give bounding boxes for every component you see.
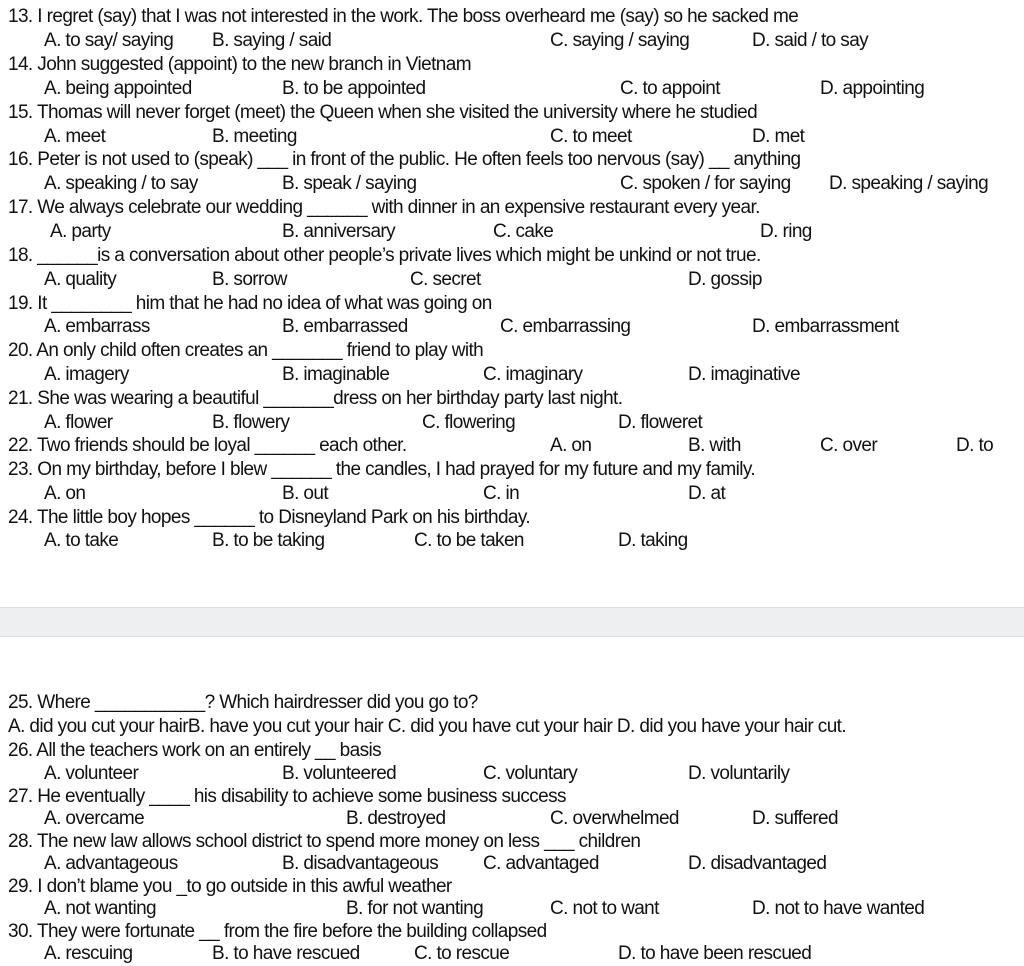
q17-option-b: B. anniversary (282, 221, 396, 242)
question-24: 24. The little boy hopes ______ to Disneyland Park on his birthday. (8, 507, 531, 528)
q29-option-d: D. not to have wanted (752, 898, 925, 919)
question-15: 15. Thomas will never forget (meet) the Queen when she visited the university where he studied (8, 102, 758, 123)
q13-option-b: B. saying / said (212, 30, 332, 51)
q28-option-a: A. advantageous (44, 853, 178, 874)
q24-option-c: C. to be taken (414, 530, 524, 551)
q20-option-d: D. imaginative (688, 364, 800, 385)
q16-option-a: A. speaking / to say (44, 173, 198, 194)
q23-option-a: A. on (44, 483, 86, 504)
q27-option-d: D. suffered (752, 808, 838, 829)
q18-option-c: C. secret (410, 269, 481, 290)
question-21: 21. She was wearing a beautiful _______dress on her birthday party last night. (8, 388, 623, 409)
question-18: 18. ______is a conversation about other people’s private lives which might be unkind or not true. (8, 245, 761, 266)
question-13: 13. I regret (say) that I was not interested in the work. The boss overheard me (say) so he sacked me (8, 6, 799, 27)
question-23: 23. On my birthday, before I blew ______ the candles, I had prayed for my future and my family. (8, 459, 756, 480)
q27-option-b: B. destroyed (346, 808, 446, 829)
q16-option-b: B. speak / saying (282, 173, 417, 194)
q15-option-a: A. meet (44, 126, 106, 147)
question-19: 19. It ________ him that he had no idea of what was going on (8, 293, 492, 314)
q22-option-d: D. to (956, 435, 994, 456)
q16-option-c: C. spoken / for saying (620, 173, 791, 194)
q18-option-b: B. sorrow (212, 269, 287, 290)
q30-option-c: C. to rescue (414, 943, 510, 964)
q29-option-b: B. for not wanting (346, 898, 484, 919)
q23-option-d: D. at (688, 483, 726, 504)
q29-option-c: C. not to want (550, 898, 659, 919)
q27-option-a: A. overcame (44, 808, 145, 829)
q23-option-b: B. out (282, 483, 329, 504)
q21-option-b: B. flowery (212, 412, 290, 433)
question-26: 26. All the teachers work on an entirely __ basis (8, 740, 381, 761)
q16-option-d: D. speaking / saying (829, 173, 989, 194)
q14-option-a: A. being appointed (44, 78, 192, 99)
q20-option-a: A. imagery (44, 364, 129, 385)
question-17: 17. We always celebrate our wedding ______ with dinner in an expensive restaurant every year. (8, 197, 760, 218)
q26-option-b: B. volunteered (282, 763, 397, 784)
q22-option-a: A. on (550, 435, 592, 456)
q24-option-d: D. taking (618, 530, 688, 551)
question-28: 28. The new law allows school district to spend more money on less ___ children (8, 831, 641, 852)
q13-option-d: D. said / to say (752, 30, 869, 51)
q18-option-a: A. quality (44, 269, 117, 290)
q14-option-d: D. appointing (820, 78, 925, 99)
q20-option-b: B. imaginable (282, 364, 390, 385)
q13-option-a: A. to say/ saying (44, 30, 174, 51)
question-30: 30. They were fortunate __ from the fire before the building collapsed (8, 921, 547, 942)
q24-option-b: B. to be taking (212, 530, 325, 551)
question-20: 20. An only child often creates an _______ friend to play with (8, 340, 484, 361)
q30-option-d: D. to have been rescued (618, 943, 812, 964)
q26-option-c: C. voluntary (483, 763, 578, 784)
q19-option-a: A. embarrass (44, 316, 150, 337)
q28-option-b: B. disadvantageous (282, 853, 439, 874)
q28-option-d: D. disadvantaged (688, 853, 827, 874)
q19-option-b: B. embarrassed (282, 316, 408, 337)
q18-option-d: D. gossip (688, 269, 762, 290)
q21-option-a: A. flower (44, 412, 113, 433)
q23-option-c: C. in (483, 483, 520, 504)
question-25: 25. Where ___________? Which hairdresser did you go to? (8, 692, 478, 713)
question-29: 29. I don’t blame you _to go outside in this awful weather (8, 876, 452, 897)
q28-option-c: C. advantaged (483, 853, 599, 874)
q14-option-c: C. to appoint (620, 78, 720, 99)
q17-option-c: C. cake (493, 221, 554, 242)
q24-option-a: A. to take (44, 530, 119, 551)
q15-option-b: B. meeting (212, 126, 297, 147)
question-22: 22. Two friends should be loyal ______ each other. (8, 435, 407, 456)
q17-option-a: A. party (50, 221, 111, 242)
q15-option-c: C. to meet (550, 126, 632, 147)
q21-option-d: D. floweret (618, 412, 703, 433)
q17-option-d: D. ring (760, 221, 812, 242)
q19-option-d: D. embarrassment (752, 316, 899, 337)
q13-option-c: C. saying / saying (550, 30, 690, 51)
q21-option-c: C. flowering (422, 412, 516, 433)
q22-option-c: C. over (820, 435, 878, 456)
page-separator (0, 607, 1024, 637)
question-14: 14. John suggested (appoint) to the new branch in Vietnam (8, 54, 471, 75)
q25-options: A. did you cut your hairB. have you cut your hair C. did you have cut your hair D. did you have your hair cut. (8, 716, 847, 737)
q26-option-d: D. voluntarily (688, 763, 790, 784)
q19-option-c: C. embarrassing (500, 316, 631, 337)
q22-option-b: B. with (688, 435, 741, 456)
q30-option-b: B. to have rescued (212, 943, 360, 964)
question-16: 16. Peter is not used to (speak) ___ in front of the public. He often feels too nervous (say) __ anything (8, 149, 801, 170)
q29-option-a: A. not wanting (44, 898, 157, 919)
q20-option-c: C. imaginary (483, 364, 583, 385)
q30-option-a: A. rescuing (44, 943, 133, 964)
q15-option-d: D. met (752, 126, 805, 147)
q26-option-a: A. volunteer (44, 763, 139, 784)
q27-option-c: C. overwhelmed (550, 808, 679, 829)
q14-option-b: B. to be appointed (282, 78, 426, 99)
question-27: 27. He eventually ____ his disability to achieve some business success (8, 786, 566, 807)
